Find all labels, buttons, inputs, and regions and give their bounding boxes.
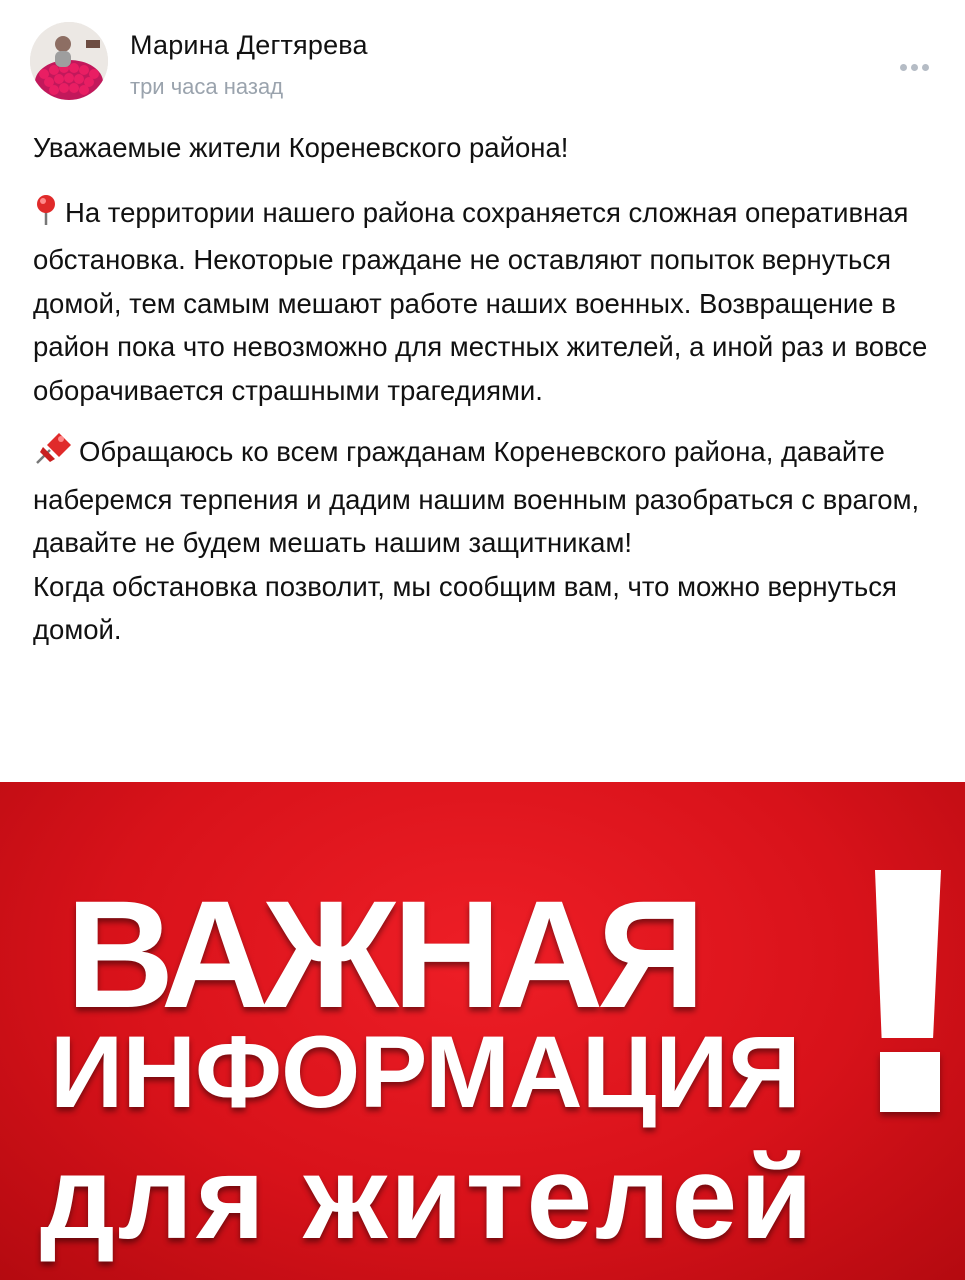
post-timestamp[interactable]: три часа назад [130,74,284,99]
exclamation-mark-icon [875,870,941,1038]
banner-line-information: ИНФОРМАЦИЯ [50,1015,800,1129]
post-paragraph-2 [33,430,943,565]
paragraph-2-text: Обращаюсь ко всем гражданам Кореневского района, давайте наберемся терпения и дадим нашим военным разобраться с врагом, давайте не будем мешать нашим защитникам! [33,436,920,558]
post-text [33,126,943,670]
more-options-icon[interactable] [900,58,940,68]
paragraph-1-text: На территории нашего района сохраняется сложная оперативная обстановка. Некоторые граждане не оставляют попыток вернуться домой, тем самым мешают работе наших военных. Возвращение в район пока что невозможно для местных жителей, а иной раз и вовсе оборачивается страшными трагедиями. [33,196,928,406]
banner-line-important: ВАЖНАЯ [66,868,700,1040]
post-paragraph-3: Когда обстановка позволит, мы сообщим вам, что можно вернуться домой. [33,570,897,645]
banner-line-for-residents: для жителей [40,1132,816,1264]
post-greeting: Уважаемые жители Кореневского района! [33,132,569,163]
important-info-banner[interactable] [0,782,965,1280]
author-name[interactable]: Марина Дегтярева [130,30,368,60]
exclamation-dot-icon [880,1052,940,1112]
author-avatar[interactable] [30,22,108,100]
round-pushpin-icon [33,194,59,239]
pushpin-icon [33,431,73,478]
avatar-photo-icon [30,22,108,100]
post-paragraph-1 [33,191,943,413]
